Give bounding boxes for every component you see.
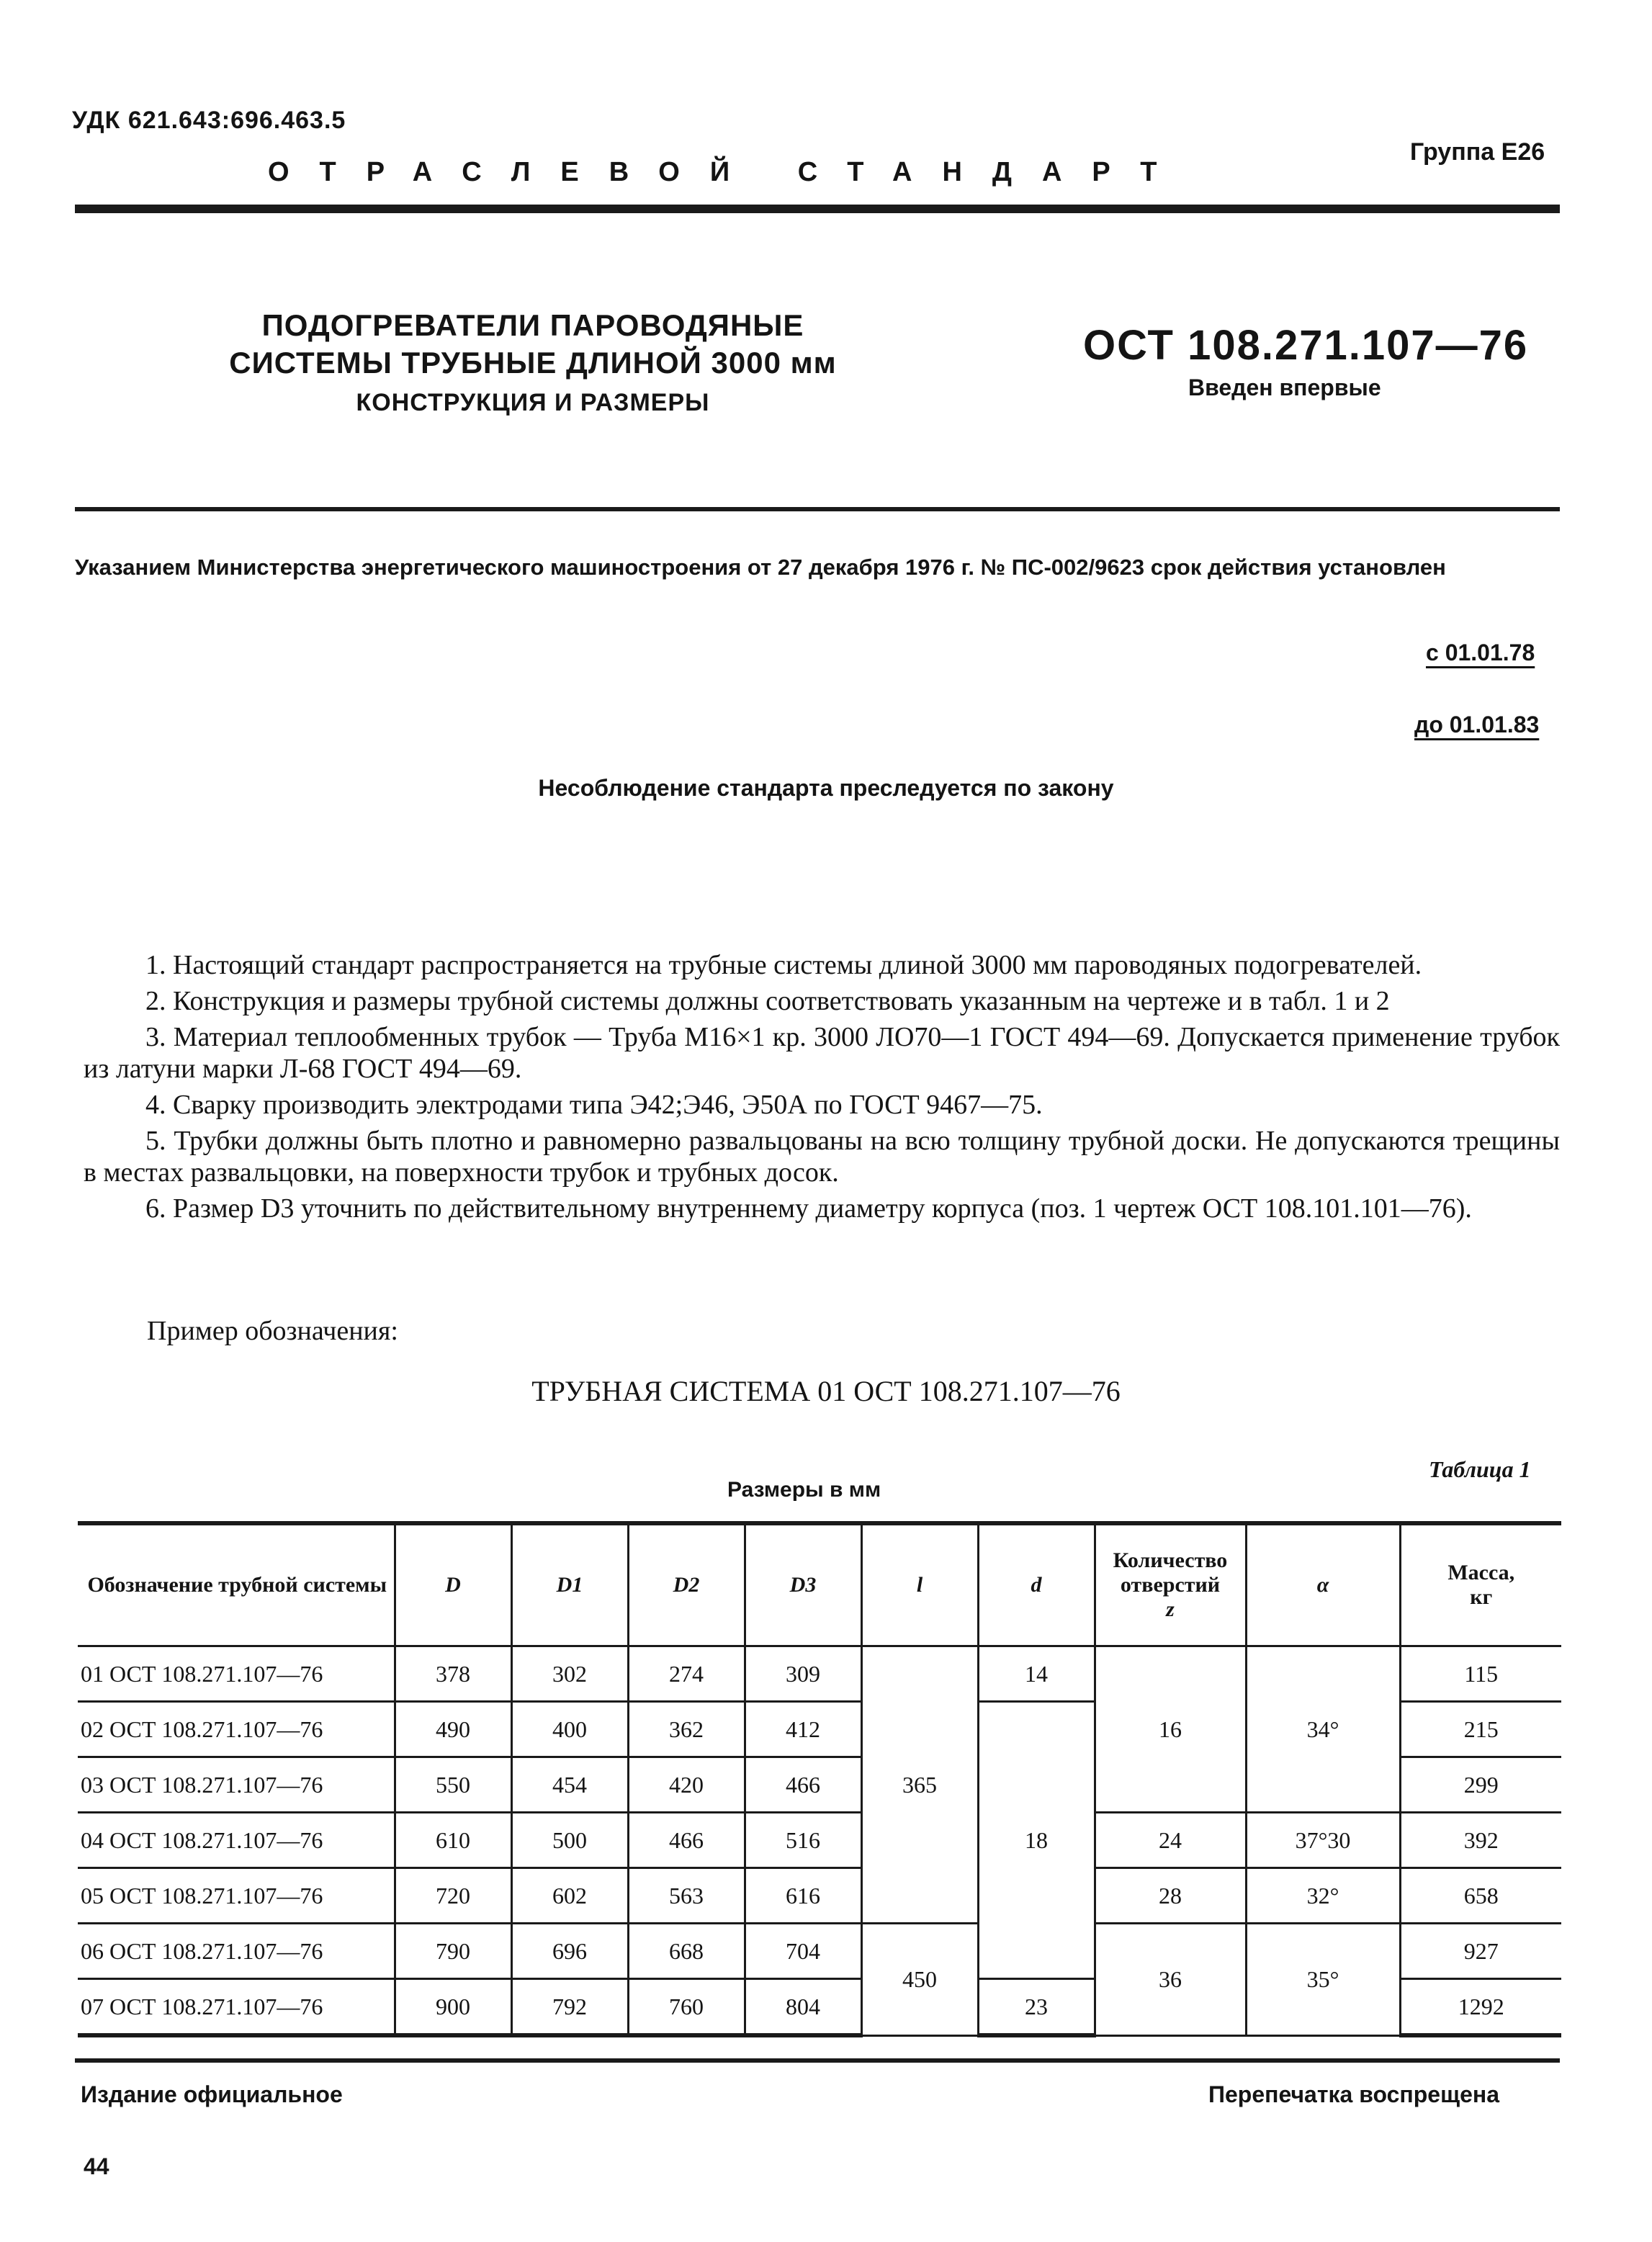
page-number: 44 (84, 2153, 109, 2179)
cell-D3: 704 (745, 1924, 861, 1979)
cell-designation: 03 ОСТ 108.271.107—76 (78, 1757, 395, 1813)
standard-code: ОСТ 108.271.107—76 (1083, 322, 1529, 369)
cell-l-365: 365 (861, 1646, 978, 1924)
table-header-row (78, 1523, 1561, 1646)
header-divider (75, 205, 1560, 213)
table-row (78, 1868, 1561, 1924)
cell-mass: 927 (1400, 1924, 1561, 1979)
footer-official-edition: Издание официальное (81, 2081, 343, 2107)
header-D2: D2 (628, 1523, 745, 1646)
header-holes-line-1: Количество (1113, 1548, 1228, 1572)
cell-D1: 696 (511, 1924, 628, 1979)
cell-z-24: 24 (1095, 1813, 1246, 1868)
cell-designation: 02 ОСТ 108.271.107—76 (78, 1702, 395, 1757)
paragraph-3: 3. Материал теплообменных трубок — Труба М16×1 кр. 3000 ЛО70—1 ГОСТ 494—69. Допускается применение трубок из латуни марки Л-68 ГОСТ 494—69. (84, 1022, 1560, 1084)
standard-type-heading: ОТРАСЛЕВОЙ СТАНДАРТ (268, 157, 1188, 187)
paragraph-6: 6. Размер D3 уточнить по действительному внутреннему диаметру корпуса (поз. 1 чертеж ОСТ 108.101.101—76). (145, 1193, 1472, 1224)
cell-D1: 792 (511, 1979, 628, 2036)
introduced-note: Введен впервые (1188, 375, 1381, 400)
cell-D2: 760 (628, 1979, 745, 2036)
cell-z-28: 28 (1095, 1868, 1246, 1924)
cell-alpha-3730: 37°30 (1246, 1813, 1400, 1868)
paragraph-5: 5. Трубки должны быть плотно и равномерно развальцованы на всю толщину трубной доски. Не допускаются трещины в местах развальцовки, на поверхности трубок и трубных досок. (84, 1126, 1560, 1188)
header-designation: Обозначение трубной системы (78, 1523, 395, 1646)
cell-alpha-32: 32° (1246, 1868, 1400, 1924)
header-l: l (861, 1523, 978, 1646)
table-row (78, 1646, 1561, 1702)
cell-D: 550 (395, 1757, 511, 1813)
title-line-3: КОНСТРУКЦИЯ И РАЗМЕРЫ (356, 389, 710, 416)
paragraph-4: 4. Сварку производить электродами типа Э42;Э46, Э50А по ГОСТ 9467—75. (145, 1090, 1043, 1120)
cell-D1: 400 (511, 1702, 628, 1757)
header-mass-line-2: кг (1470, 1585, 1493, 1609)
cell-D2: 420 (628, 1757, 745, 1813)
decree-text: Указанием Министерства энергетического машиностроения от 27 декабря 1976 г. № ПС-002/9623 срок действия установлен (75, 555, 1446, 580)
title-line-1: ПОДОГРЕВАТЕЛИ ПАРОВОДЯНЫЕ (261, 308, 804, 342)
dimensions-table (78, 1521, 1561, 2037)
cell-mass: 658 (1400, 1868, 1561, 1924)
example-designation: ТРУБНАЯ СИСТЕМА 01 ОСТ 108.271.107—76 (531, 1375, 1121, 1407)
cell-D3: 804 (745, 1979, 861, 2036)
cell-designation: 06 ОСТ 108.271.107—76 (78, 1924, 395, 1979)
cell-designation: 01 ОСТ 108.271.107—76 (78, 1646, 395, 1702)
header-holes-line-2: отверстий (1120, 1573, 1221, 1597)
cell-D3: 309 (745, 1646, 861, 1702)
cell-D3: 616 (745, 1868, 861, 1924)
group-code: Группа Е26 (1410, 138, 1545, 166)
cell-D: 790 (395, 1924, 511, 1979)
footer-reprint-notice: Перепечатка воспрещена (1208, 2081, 1499, 2107)
cell-alpha-35: 35° (1246, 1924, 1400, 2036)
header-mass (1400, 1523, 1561, 1646)
cell-D2: 274 (628, 1646, 745, 1702)
validity-from: с 01.01.78 (1426, 640, 1535, 665)
header-D: D (395, 1523, 511, 1646)
validity-to: до 01.01.83 (1414, 712, 1540, 737)
header-holes-line-3: z (1166, 1597, 1175, 1621)
cell-D: 378 (395, 1646, 511, 1702)
cell-d-23: 23 (978, 1979, 1095, 2036)
header-alpha: α (1246, 1523, 1400, 1646)
requirements-list (84, 949, 1560, 1229)
cell-D1: 602 (511, 1868, 628, 1924)
cell-D2: 466 (628, 1813, 745, 1868)
cell-D3: 412 (745, 1702, 861, 1757)
cell-z-36: 36 (1095, 1924, 1246, 2036)
table-row (78, 1924, 1561, 1979)
cell-mass: 115 (1400, 1646, 1561, 1702)
cell-d-14: 14 (978, 1646, 1095, 1702)
cell-designation: 07 ОСТ 108.271.107—76 (78, 1979, 395, 2036)
cell-D2: 668 (628, 1924, 745, 1979)
cell-designation: 04 ОСТ 108.271.107—76 (78, 1813, 395, 1868)
cell-D2: 563 (628, 1868, 745, 1924)
udk-code: УДК 621.643:696.463.5 (72, 107, 346, 134)
legal-warning: Несоблюдение стандарта преследуется по закону (538, 775, 1114, 801)
cell-mass: 392 (1400, 1813, 1561, 1868)
table-row (78, 1813, 1561, 1868)
table-label: Таблица 1 (1429, 1456, 1531, 1482)
example-label: Пример обозначения: (147, 1316, 398, 1346)
cell-l-450: 450 (861, 1924, 978, 2036)
cell-D1: 454 (511, 1757, 628, 1813)
paragraph-2: 2. Конструкция и размеры трубной системы должны соответствовать указанным на чертеже и в табл. 1 и 2 (145, 986, 1390, 1016)
footer-divider (75, 2058, 1560, 2063)
header-D3: D3 (745, 1523, 861, 1646)
cell-D1: 500 (511, 1813, 628, 1868)
cell-D2: 362 (628, 1702, 745, 1757)
header-D1: D1 (511, 1523, 628, 1646)
header-d: d (978, 1523, 1095, 1646)
cell-D: 720 (395, 1868, 511, 1924)
cell-z-16: 16 (1095, 1646, 1246, 1813)
cell-D: 610 (395, 1813, 511, 1868)
header-mass-line-1: Масса, (1447, 1561, 1515, 1584)
cell-D3: 466 (745, 1757, 861, 1813)
cell-alpha-34: 34° (1246, 1646, 1400, 1813)
header-holes (1095, 1523, 1246, 1646)
cell-D: 490 (395, 1702, 511, 1757)
table-units: Размеры в мм (727, 1478, 881, 1502)
cell-D1: 302 (511, 1646, 628, 1702)
cell-D: 900 (395, 1979, 511, 2036)
cell-mass: 299 (1400, 1757, 1561, 1813)
title-divider (75, 507, 1560, 511)
cell-mass: 1292 (1400, 1979, 1561, 2036)
title-line-2: СИСТЕМЫ ТРУБНЫЕ ДЛИНОЙ 3000 мм (229, 346, 837, 380)
cell-mass: 215 (1400, 1702, 1561, 1757)
cell-d-18: 18 (978, 1702, 1095, 1979)
paragraph-1: 1. Настоящий стандарт распространяется на трубные системы длиной 3000 мм пароводяных подогревателей. (145, 950, 1422, 980)
cell-D3: 516 (745, 1813, 861, 1868)
cell-designation: 05 ОСТ 108.271.107—76 (78, 1868, 395, 1924)
